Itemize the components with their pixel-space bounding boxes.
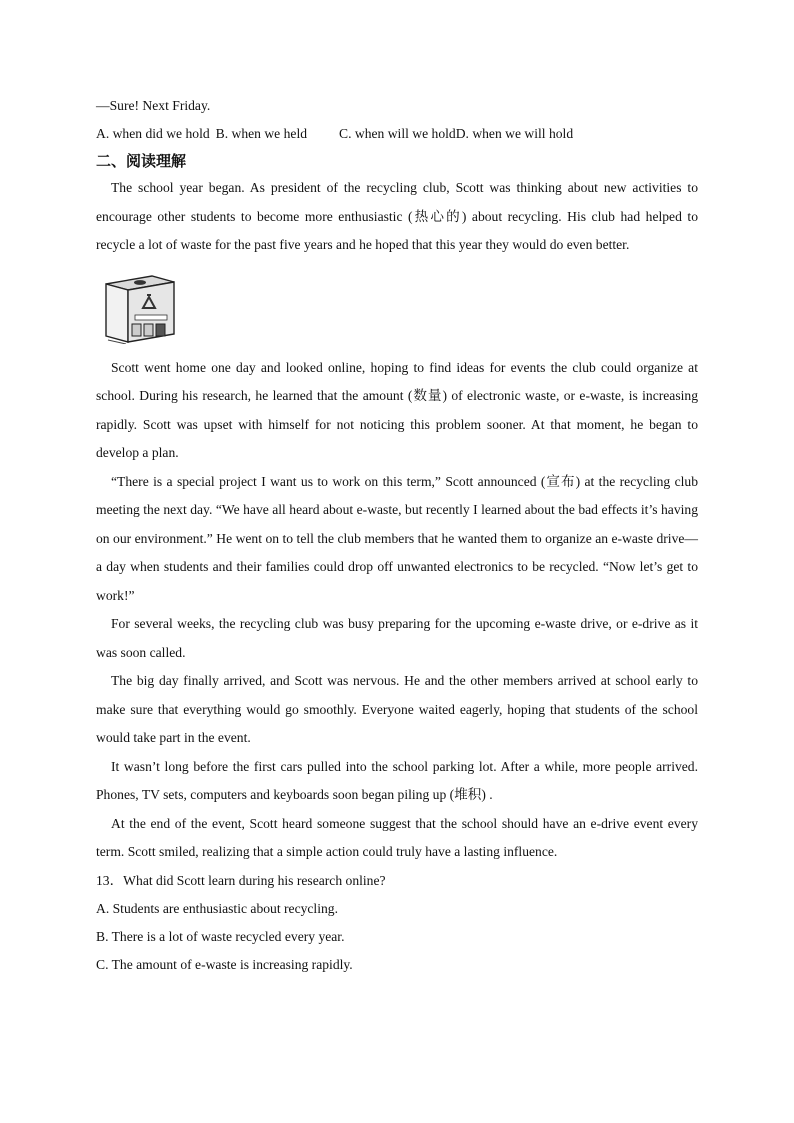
option-d: D. when we will hold [455, 126, 574, 141]
option-c: C. when will we hold [339, 126, 456, 141]
question-option-a: A. Students are enthusiastic about recycling. [96, 900, 338, 916]
passage-paragraph-1: The school year began. As president of the recycling club, Scott was thinking about new activities to encourage other students to become more enthusiastic (热心的) about recycling. His club had helped to recycle a lot of waste for the past five years and he hoped that this year they would do even better. [96, 180, 698, 252]
passage-paragraph-2: Scott went home one day and looked online, hoping to find ideas for events the club could organize at school. During his research, he learned that the amount (数量) of electronic waste, or e-waste, is increasing rapidly. Scott was upset with himself for not noticing this problem sooner. At that moment, he began to develop a plan. [96, 359, 698, 460]
passage-paragraph-3: “There is a special project I want us to work on this term,” Scott announced (宣布) at the recycling club meeting the next day. “We have all heard about e-waste, but recently I learned about the bad effects it’s having on our environment.” He went on to tell the club members that he wanted them to organize an e-waste drive—a day when students and their families could drop off unwanted electronics to be recycled. “Now let’s get to work!” [96, 473, 698, 603]
passage-paragraph-4: For several weeks, the recycling club was busy preparing for the upcoming e-waste drive, or e-drive as it was soon called. [96, 616, 698, 660]
question-option-c: C. The amount of e-waste is increasing rapidly. [96, 956, 353, 972]
recycle-bin-illustration [100, 270, 178, 344]
passage-paragraph-6: It wasn’t long before the first cars pulled into the school parking lot. After a while, more people arrived. Phones, TV sets, computers and keyboards soon began piling up (堆积) . [96, 758, 698, 802]
option-b: B. when we held [215, 126, 308, 141]
recycle-bin-icon [100, 270, 178, 344]
question-option-b: B. There is a lot of waste recycled every year. [96, 928, 345, 944]
document-page [96, 92, 698, 979]
dialogue-answer: —Sure! Next Friday. [96, 98, 211, 113]
section-title: 二、阅读理解 [96, 152, 187, 170]
passage-paragraph-5: The big day finally arrived, and Scott was nervous. He and the other members arrived at school early to make sure that everything would go smoothly. Everyone waited eagerly, hoping that students of the school would take part in the event. [96, 673, 698, 745]
passage-paragraph-7: At the end of the event, Scott heard someone suggest that the school should have an e-drive event every term. Scott smiled, realizing that a simple action could truly have a lasting influence. [96, 815, 698, 859]
option-a: A. when did we hold [96, 126, 210, 141]
question-stem: 13．What did Scott learn during his research online? [96, 872, 386, 888]
previous-question-options [96, 120, 698, 148]
